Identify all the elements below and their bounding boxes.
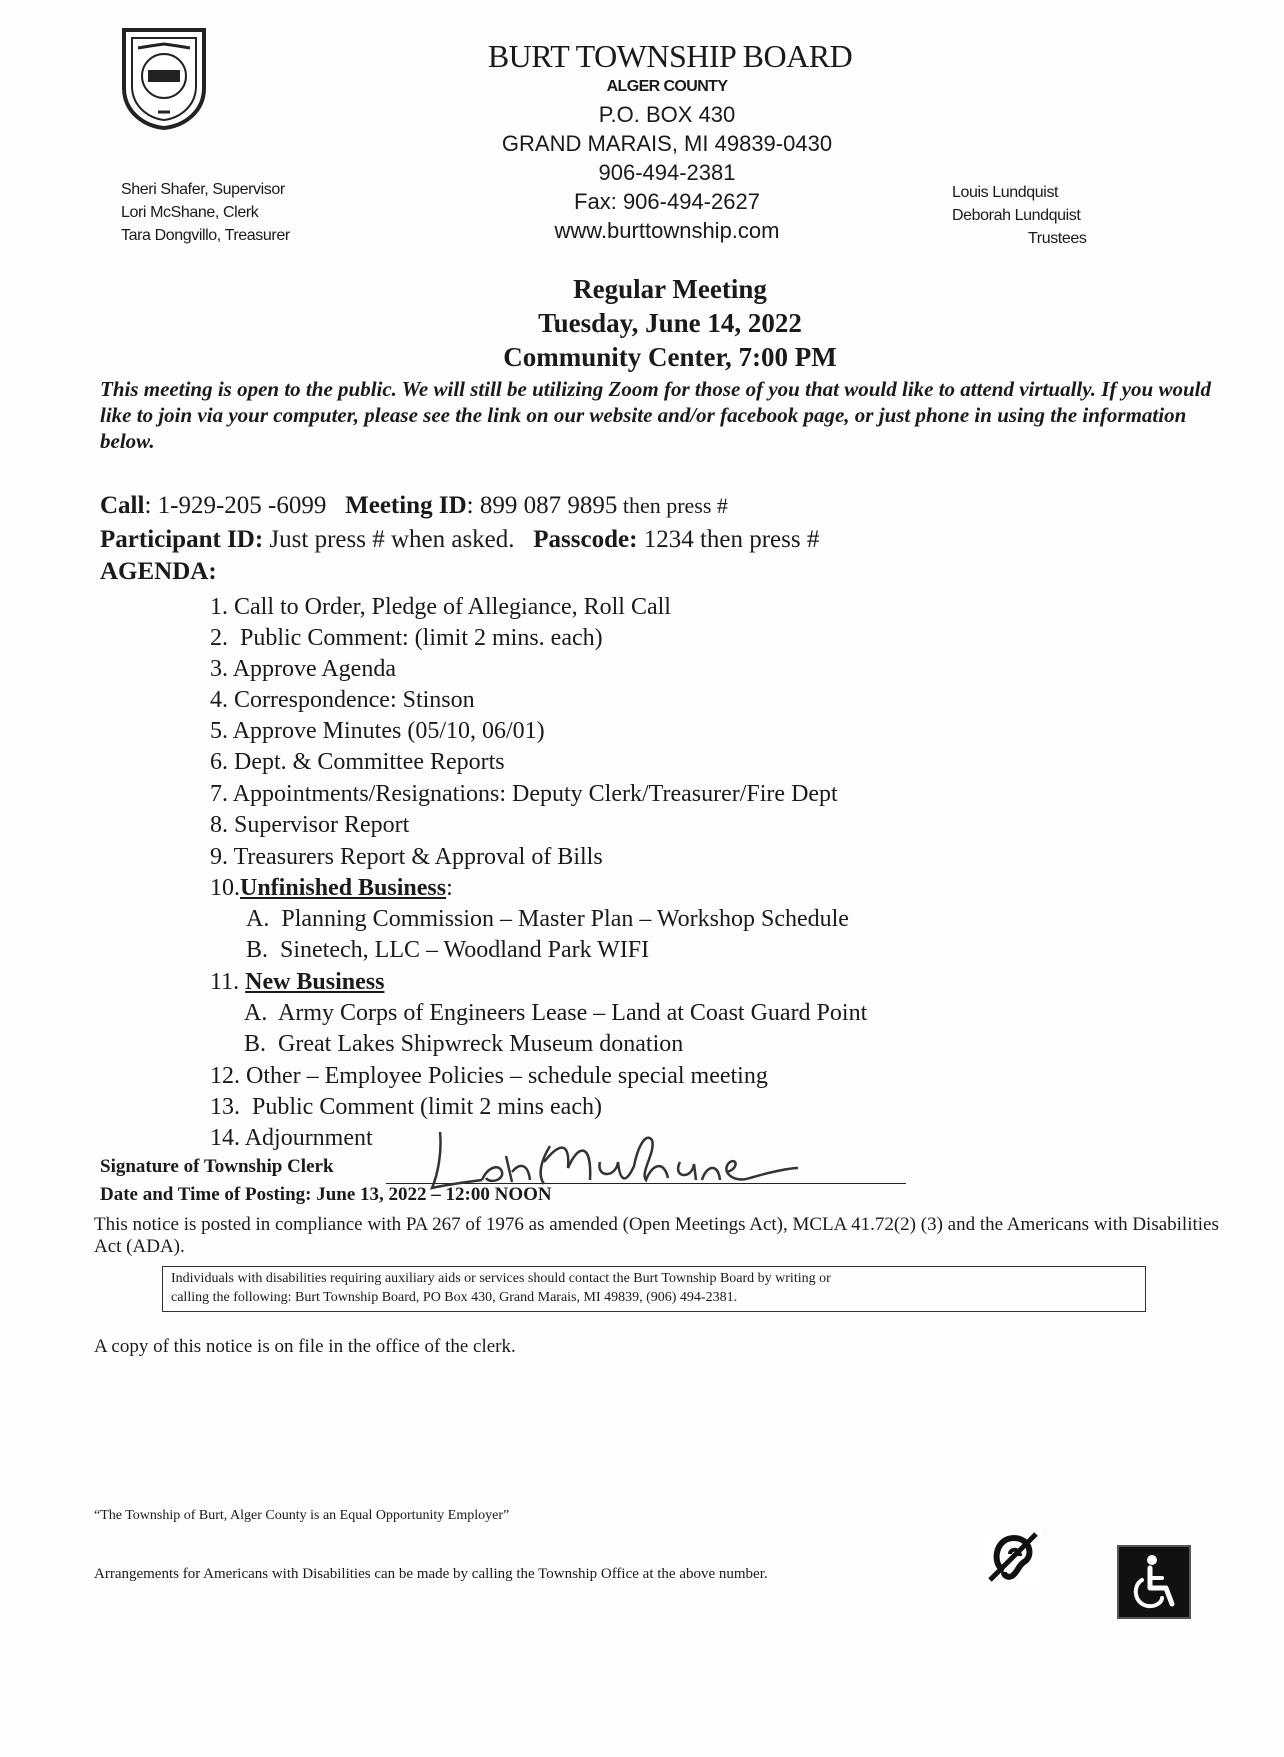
agenda-text: Dept. & Committee Reports xyxy=(234,749,505,775)
agenda-number: 13. xyxy=(210,1094,240,1120)
trustee-name: Louis Lundquist xyxy=(952,184,1059,201)
agenda-text: Appointments/Resignations: Deputy Clerk/Treasurer/Fire Dept xyxy=(232,781,838,807)
call-in-line xyxy=(100,492,728,520)
meeting-date: Tuesday, June 14, 2022 xyxy=(538,308,802,338)
signature-label: Signature of Township Clerk xyxy=(100,1156,334,1177)
official-treasurer: Tara Dongvillo, Treasurer xyxy=(121,227,290,244)
agenda-item xyxy=(210,1094,602,1121)
equal-opportunity-statement: “The Township of Burt, Alger County is an Equal Opportunity Employer” xyxy=(94,1508,510,1523)
agenda-text: Adjournment xyxy=(244,1125,373,1151)
agenda-text: Public Comment: (limit 2 mins. each) xyxy=(240,625,603,651)
agenda-number: 10. xyxy=(210,875,240,901)
agenda-letter: A. xyxy=(246,906,270,932)
agenda-text: Sinetech, LLC – Woodland Park WIFI xyxy=(280,937,650,963)
agenda-item xyxy=(210,594,671,621)
participant-line xyxy=(100,526,819,554)
agenda-number: 8. xyxy=(210,812,228,838)
hearing-assistance-icon xyxy=(984,1530,1042,1584)
city-line: GRAND MARAIS, MI 49839-0430 xyxy=(501,131,833,156)
compliance-notice: This notice is posted in compliance with PA 267 of 1976 as amended (Open Meetings Act), MCLA 41.72(2) (3) and the Americans with Disabilities Act (ADA). xyxy=(94,1214,1219,1257)
agenda-letter: B. xyxy=(244,1031,267,1057)
agenda-item xyxy=(210,1063,768,1090)
agenda-text: Treasurers Report & Approval of Bills xyxy=(233,844,603,870)
trustee-name: Deborah Lundquist xyxy=(952,207,1081,224)
participant-value: Just press # when asked. xyxy=(263,526,515,553)
ada-notice-line: calling the following: Burt Township Board, PO Box 430, Grand Marais, MI 49839, (906) 494-2381. xyxy=(171,1290,738,1305)
meeting-title: Regular Meeting xyxy=(573,274,767,304)
agenda-text: Correspondence: Stinson xyxy=(234,687,475,713)
copy-notice: A copy of this notice is on file in the office of the clerk. xyxy=(94,1336,516,1357)
ada-notice-line: Individuals with disabilities requiring auxiliary aids or services should contact the Burt Township Board by writing or xyxy=(171,1271,831,1286)
meeting-id-suffix: then press # xyxy=(617,493,728,518)
passcode-value: 1234 then press # xyxy=(637,526,820,553)
agenda-item xyxy=(210,1125,373,1152)
wheelchair-accessibility-icon xyxy=(1116,1544,1192,1620)
agenda-text: Approve Agenda xyxy=(232,656,396,682)
agenda-letter: B. xyxy=(246,937,269,963)
agenda-number: 12. xyxy=(210,1063,240,1089)
agenda-number: 9. xyxy=(210,844,228,870)
agenda-number: 4. xyxy=(210,687,228,713)
agenda-number: 5. xyxy=(210,718,228,744)
agenda-item xyxy=(210,656,396,683)
agenda-suffix: : xyxy=(446,875,453,901)
official-supervisor: Sheri Shafer, Supervisor xyxy=(121,181,285,198)
agenda-item xyxy=(210,781,838,808)
trustees-label: Trustees xyxy=(1028,230,1087,247)
new-business-heading: New Business xyxy=(245,969,385,995)
agenda-subitem xyxy=(246,906,849,933)
officials-list xyxy=(121,178,290,247)
agenda-number: 11. xyxy=(210,969,240,995)
agenda-number: 6. xyxy=(210,749,228,775)
official-clerk: Lori McShane, Clerk xyxy=(121,204,259,221)
arrangements-statement: Arrangements for Americans with Disabilities can be made by calling the Township Office at the above number. xyxy=(94,1566,768,1582)
agenda-text: Planning Commission – Master Plan – Workshop Schedule xyxy=(281,906,849,932)
agenda-text: Public Comment (limit 2 mins each) xyxy=(252,1094,602,1120)
posting-date: Date and Time of Posting: June 13, 2022 – 12:00 NOON xyxy=(100,1184,552,1205)
agenda-subitem xyxy=(246,937,649,964)
agenda-letter: A. xyxy=(244,1000,268,1026)
participant-label: Participant ID: xyxy=(100,526,264,553)
agenda-item xyxy=(210,844,603,871)
public-notice: This meeting is open to the public. We will still be utilizing Zoom for those of you that would like to attend virtually. If you would like to join via your computer, please see the link on our website and/or facebook page, or just phone in using the information below. xyxy=(100,377,1211,453)
agenda-number: 7. xyxy=(210,781,228,807)
agenda-subitem xyxy=(244,1031,683,1058)
website-link[interactable]: www.burttownship.com xyxy=(554,218,780,243)
agenda-number: 1. xyxy=(210,594,228,620)
unfinished-business-heading: Unfinished Business xyxy=(240,875,447,901)
agenda-item xyxy=(210,625,603,652)
agenda-item xyxy=(210,875,453,902)
meeting-id-label: Meeting ID xyxy=(345,492,467,519)
agenda-number: 2. xyxy=(210,625,228,651)
agenda-item xyxy=(210,718,545,745)
agenda-heading: AGENDA: xyxy=(100,558,217,585)
agenda-text: Approve Minutes (05/10, 06/01) xyxy=(232,718,545,744)
agenda-text: Supervisor Report xyxy=(234,812,410,838)
agenda-item xyxy=(210,812,409,839)
phone-line: 906-494-2381 xyxy=(598,160,736,185)
agenda-item xyxy=(210,687,475,714)
agenda-text: Great Lakes Shipwreck Museum donation xyxy=(278,1031,684,1057)
call-number: : 1-929-205 -6099 xyxy=(144,492,327,519)
agenda-number: 14. xyxy=(210,1125,240,1151)
county-line: ALGER COUNTY xyxy=(606,78,728,95)
ada-notice-box xyxy=(162,1266,1146,1312)
agenda-text: Call to Order, Pledge of Allegiance, Roll Call xyxy=(234,594,671,620)
board-title: BURT TOWNSHIP BOARD xyxy=(487,38,853,74)
passcode-label: Passcode: xyxy=(533,526,638,553)
call-label: Call xyxy=(100,492,145,519)
agenda-subitem xyxy=(244,1000,867,1027)
trustees-list xyxy=(952,181,1086,250)
po-box-line: P.O. BOX 430 xyxy=(598,102,736,127)
meeting-location: Community Center, 7:00 PM xyxy=(503,342,837,372)
meeting-id-value: : 899 087 9895 xyxy=(466,492,618,519)
agenda-item xyxy=(210,749,505,776)
agenda-text: Other – Employee Policies – schedule special meeting xyxy=(246,1063,768,1089)
agenda-item xyxy=(210,969,384,996)
agenda-number: 3. xyxy=(210,656,228,682)
agenda-text: Army Corps of Engineers Lease – Land at Coast Guard Point xyxy=(278,1000,868,1026)
fax-line: Fax: 906-494-2627 xyxy=(574,189,760,214)
